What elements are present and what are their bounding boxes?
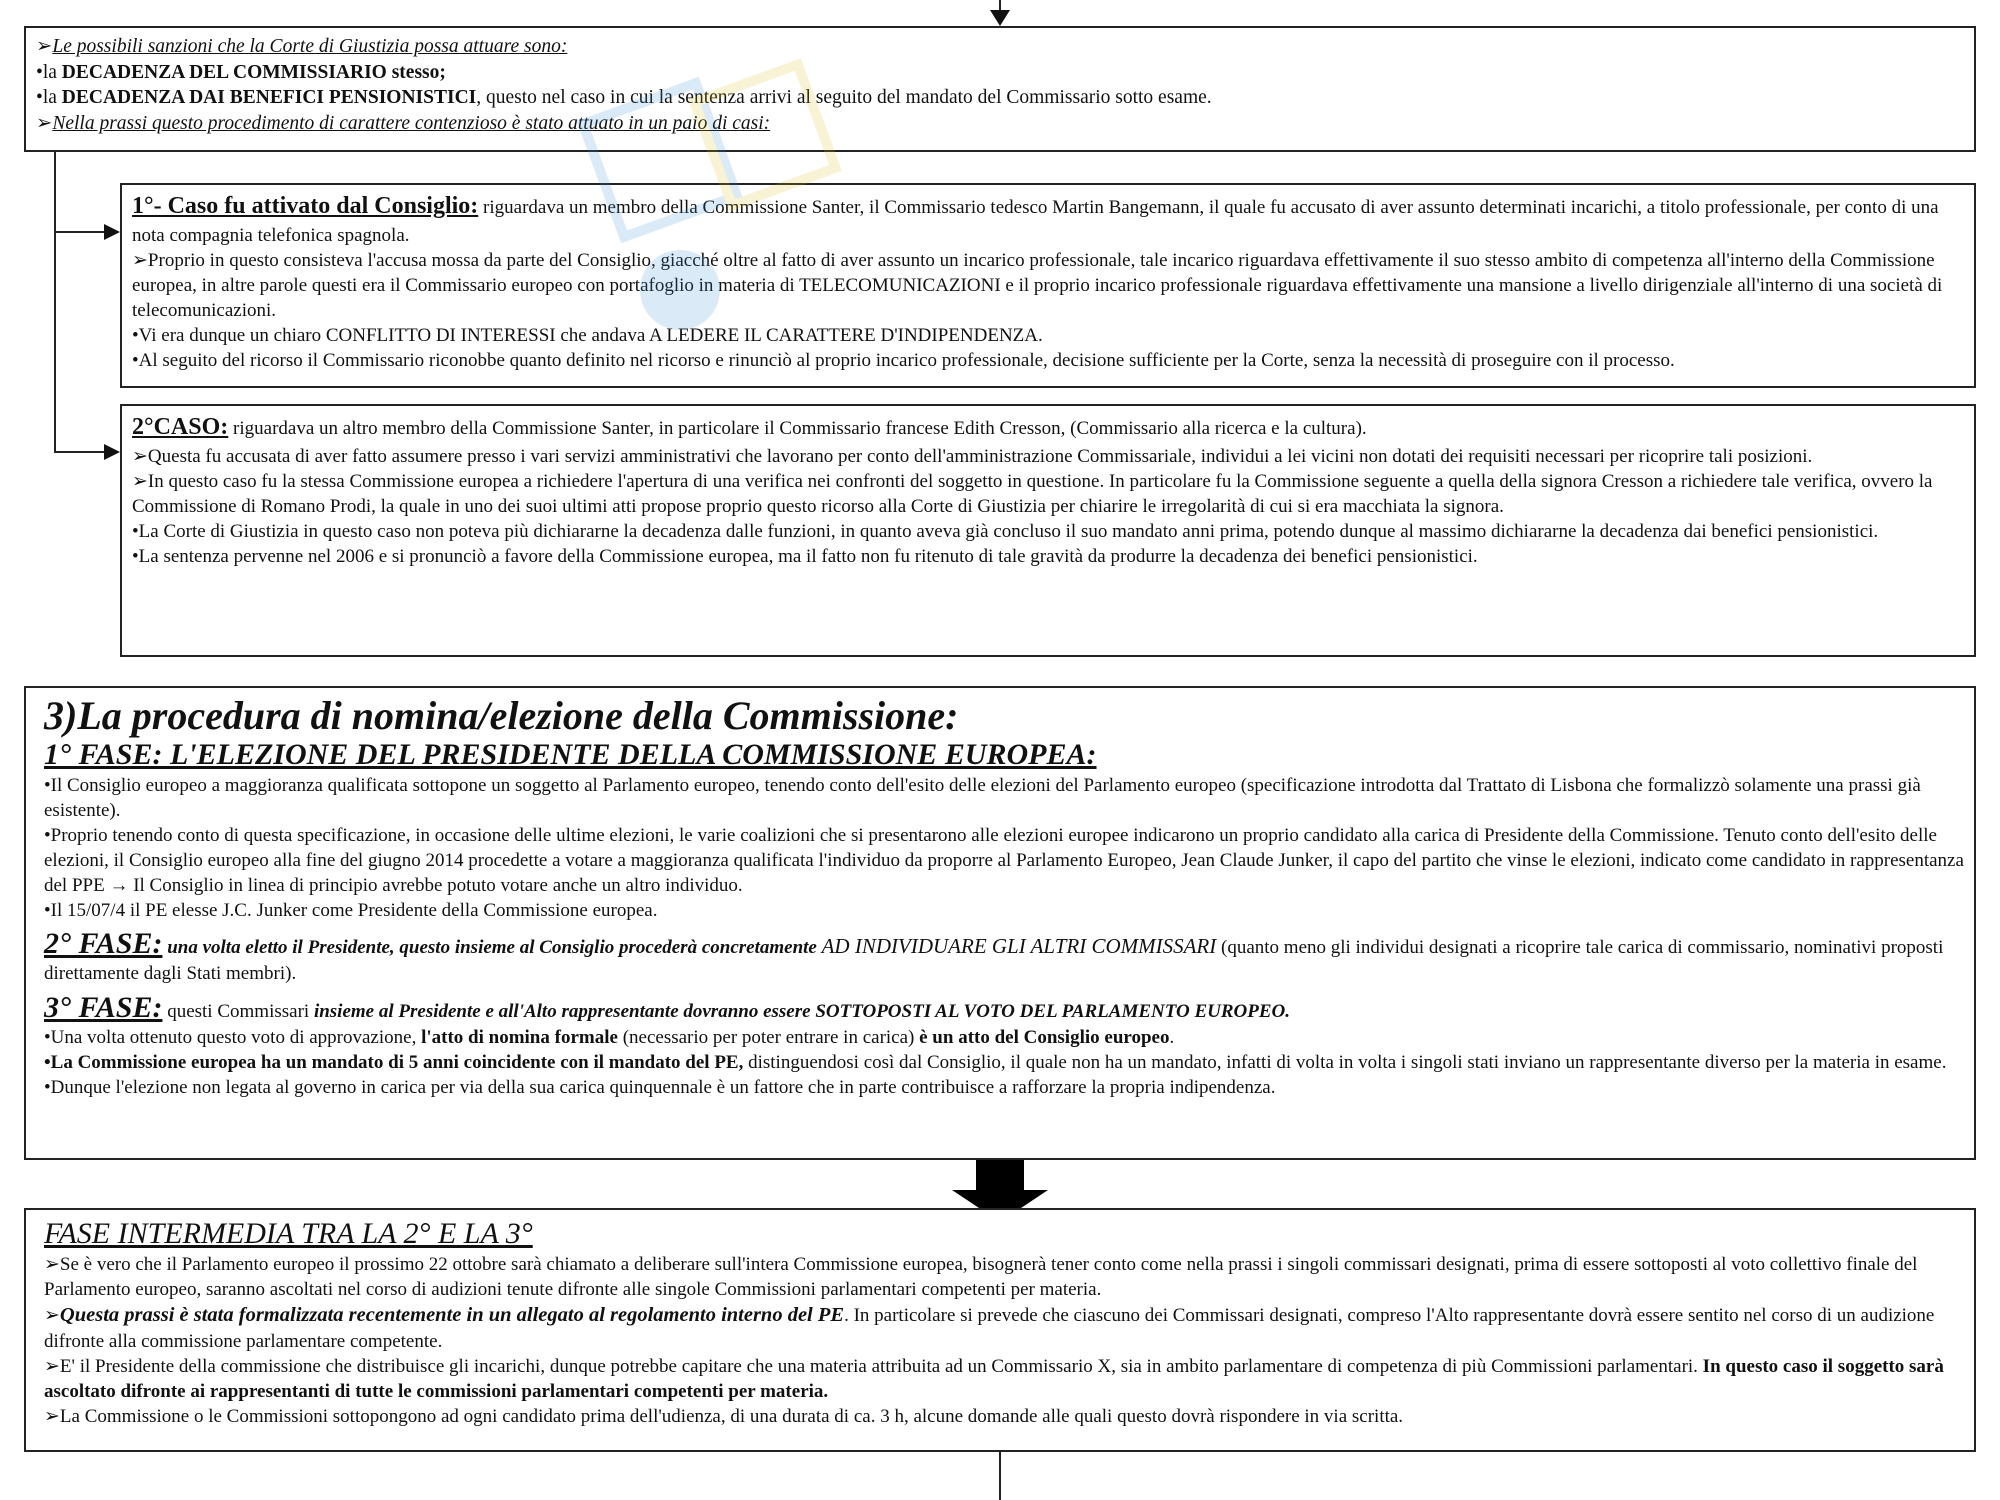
section3-title: 3)La procedura di nomina/elezione della Commissione: xyxy=(44,693,959,738)
case1-p2: •Vi era dunque un chiaro CONFLITTO DI INTERESSI che andava A LEDERE IL CARATTERE D'INDIPENDENZA. xyxy=(132,324,1043,346)
intermediate-p2: ➢Questa prassi è stata formalizzata recentemente in un allegato al regolamento interno del PE. In particolare si prevede che ciascuno dei Commissari designati, compreso l'Alto rappresentante dovrà essere sentito nel corso di un audizione difronte alla commissione parlamentare competente. xyxy=(44,1304,1935,1353)
arrowhead-icon: ➢ xyxy=(44,1356,60,1378)
phase3-p1: •Una volta ottenuto questo voto di approvazione, l'atto di nomina formale (necessario per poter entrare in carica) è un atto del Consiglio europeo. xyxy=(44,1027,1175,1049)
intermediate-p3: ➢E' il Presidente della commissione che distribuisce gli incarichi, dunque potrebbe capitare che una materia attribuita ad un Commissario X, sia in ambito parlamentare di competenza di più Commissioni parlamentari. In questo caso il soggetto sarà ascoltato difronte ai rappresentanti di tutte le commissioni parlamentari competenti per materia. xyxy=(44,1356,1944,1403)
phase3-para: 3° FASE: questi Commissari insieme al Presidente e all'Alto rappresentante dovranno essere SOTTOPOSTI AL VOTO DEL PARLAMENTO EUROPEO. xyxy=(44,990,1291,1024)
case2-arrow-icon xyxy=(104,444,120,460)
case2-intro: 2°CASO: riguardava un altro membro della Commissione Santer, in particolare il Commissario francese Edith Cresson, (Commissario alla ricerca e la cultura). xyxy=(132,414,1367,440)
phase3-p3: •Dunque l'elezione non legata al governo in carica per via della sua carica quinquennale è un fattore che in parte contribuisce a rafforzare la propria indipendenza. xyxy=(44,1077,1276,1099)
case1-arrow-icon xyxy=(104,224,120,240)
section3-box xyxy=(24,686,1976,1160)
arrowhead-icon: ➢ xyxy=(36,36,53,57)
case1-p1: ➢Proprio in questo consisteva l'accusa mossa da parte del Consiglio, giacché oltre al fatto di aver assunto un incarico professionale, tale incarico riguardava effettivamente il suo stesso ambito di competenza all'interno della Commissione europea, in altre parole questi era il Commissario europeo con portafoglio in materia di TELECOMUNICAZIONI e il proprio incarico professionale riguardava effettivamente una mansione a livello dirigenziale all'interno di una società di telecomunicazioni. xyxy=(132,249,1943,321)
phase2-title: 2° FASE: xyxy=(44,926,163,960)
phase1-p2: •Proprio tenendo conto di questa specificazione, in occasione delle ultime elezioni, le varie coalizioni che si presentarono alle elezioni europee indicarono un proprio candidato alla carica di Presidente della Commissione. Tenuto conto dell'esito delle elezioni, il Consiglio europeo alla fine del giugno 2014 procedette a votare a maggioranza qualificata l'individuo da proporre al Parlamento Europeo, Jean Claude Junker, il capo del partito che vinse le elezioni, indicato come candidato in rappresentanza del PPE → Il Consiglio in linea di principio avrebbe potuto votare anche un altro individuo. xyxy=(44,824,1964,896)
case2-p4: •La sentenza pervenne nel 2006 e si pronunciò a favore della Commissione europea, ma il fatto non fu ritenuto di tale gravità da produrre la decadenza dei benefici pensionistici. xyxy=(132,545,1478,567)
sanctions-item-2: •la DECADENZA DAI BENEFICI PENSIONISTICI, questo nel caso in cui la sentenza arrivi al seguito del mandato del Commissario sotto esame. xyxy=(36,87,1212,109)
phase3-p2: •La Commissione europea ha un mandato di 5 anni coincidente con il mandato del PE, distinguendosi così dal Consiglio, il quale non ha un mandato, infatti di volta in volta i singoli stati inviano un rappresentante diverso per la materia in esame. xyxy=(44,1052,1947,1074)
arrowhead-icon: ➢ xyxy=(44,1305,60,1327)
case2-title: 2°CASO: xyxy=(132,414,229,440)
sanctions-intro: ➢Le possibili sanzioni che la Corte di Giustizia possa attuare sono: xyxy=(36,36,568,57)
phase1-p3: •Il 15/07/4 il PE elesse J.C. Junker come Presidente della Commissione europea. xyxy=(44,899,658,921)
intermediate-box xyxy=(24,1208,1976,1452)
case1-p3: •Al seguito del ricorso il Commissario riconobbe quanto definito nel ricorso e rinunciò al proprio incarico professionale, decisione sufficiente per la Corte, senza la necessità di proseguire con il processo. xyxy=(132,350,1675,372)
sanctions-prassi: ➢Nella prassi questo procedimento di carattere contenzioso è stato attuato in un paio di casi: xyxy=(36,113,771,135)
right-arrow-icon: → xyxy=(109,874,129,896)
case2-connector xyxy=(54,451,108,453)
phase3-title: 3° FASE: xyxy=(44,990,163,1024)
case2-box xyxy=(120,404,1976,657)
sanctions-box xyxy=(24,26,1976,152)
case2-p3: •La Corte di Giustizia in questo caso non poteva più dichiararne la decadenza dalle funzioni, in quanto aveva già concluso il suo mandato anni prima, potendo dunque al massimo dichiararne la decadenza dai benefici pensionistici. xyxy=(132,520,1879,542)
phase1-p1: •Il Consiglio europeo a maggioranza qualificata sottopone un soggetto al Parlamento europeo, tenendo conto dell'esito delle elezioni del Parlamento europeo (specificazione introdotta dal Trattato di Lisbona che formalizzò solamente una prassi già esistente). xyxy=(44,774,1921,821)
phase2-para: 2° FASE: una volta eletto il Presidente, questo insieme al Consiglio procederà concretamente AD INDIVIDUARE GLI ALTRI COMMISSARI (quanto meno gli individui designati a ricoprire tale carica di commissario, nominativi proposti direttamente dagli Stati membri). xyxy=(44,926,1944,985)
arrowhead-icon: ➢ xyxy=(132,445,148,467)
arrowhead-icon: ➢ xyxy=(132,470,148,492)
case-connector-vertical xyxy=(54,152,56,452)
case2-p1: ➢Questa fu accusata di aver fatto assumere presso i vari servizi amministrativi che lavorano per conto dell'amministrazione Commissariale, individui a lei vicini non dotati dei requisiti necessari per ricoprire tali posizioni. xyxy=(132,445,1813,467)
arrowhead-icon: ➢ xyxy=(132,249,148,271)
arrowhead-icon: ➢ xyxy=(44,1406,60,1428)
arrowhead-icon: ➢ xyxy=(44,1254,60,1275)
intermediate-p4: ➢La Commissione o le Commissioni sottopongono ad ogni candidato prima dell'udienza, di una durata di ca. 3 h, alcune domande alle quali questo dovrà rispondere in via scritta. xyxy=(44,1406,1404,1428)
bottom-connector-line xyxy=(999,1452,1001,1500)
intermediate-p1: ➢Se è vero che il Parlamento europeo il prossimo 22 ottobre sarà chiamato a deliberare sull'intera Commissione europea, bisognerà tener conto come nella prassi i singoli commissari designati, prima di essere sottoposti al voto collettivo finale del Parlamento europeo, saranno ascoltati nel corso di audizioni tenute difronte alle singole Commissioni parlamentari competenti per materia. xyxy=(44,1254,1918,1301)
top-arrow-icon xyxy=(990,10,1010,26)
sanctions-item-1: •la DECADENZA DEL COMMISSIARIO stesso; xyxy=(36,61,446,83)
case1-intro: 1°- Caso fu attivato dal Consiglio: riguardava un membro della Commissione Santer, il Commissario tedesco Martin Bangemann, il quale fu accusato di aver assunto determinati incarichi, a titolo professionale, per conto di una nota compagnia telefonica spagnola. xyxy=(132,193,1939,246)
arrowhead-icon: ➢ xyxy=(36,113,53,135)
phase1-title: 1° FASE: L'ELEZIONE DEL PRESIDENTE DELLA COMMISSIONE EUROPEA: xyxy=(44,738,1097,771)
case1-box xyxy=(120,183,1976,388)
intermediate-title: FASE INTERMEDIA TRA LA 2° E LA 3° xyxy=(44,1217,533,1250)
case1-connector xyxy=(54,231,108,233)
case1-title: 1°- Caso fu attivato dal Consiglio: xyxy=(132,193,479,219)
case2-p2: ➢In questo caso fu la stessa Commissione europea a richiedere l'apertura di una verifica nei confronti del soggetto in questione. In particolare fu la Commissione seguente a quella della signora Cresson a richiedere tale verifica, ovvero la Commissione di Romano Prodi, la quale in uno dei suoi ultimi atti propose proprio questo ricorso alla Corte di Giustizia per chiarire le irregolarità di cui si era macchiata la signora. xyxy=(132,470,1933,517)
